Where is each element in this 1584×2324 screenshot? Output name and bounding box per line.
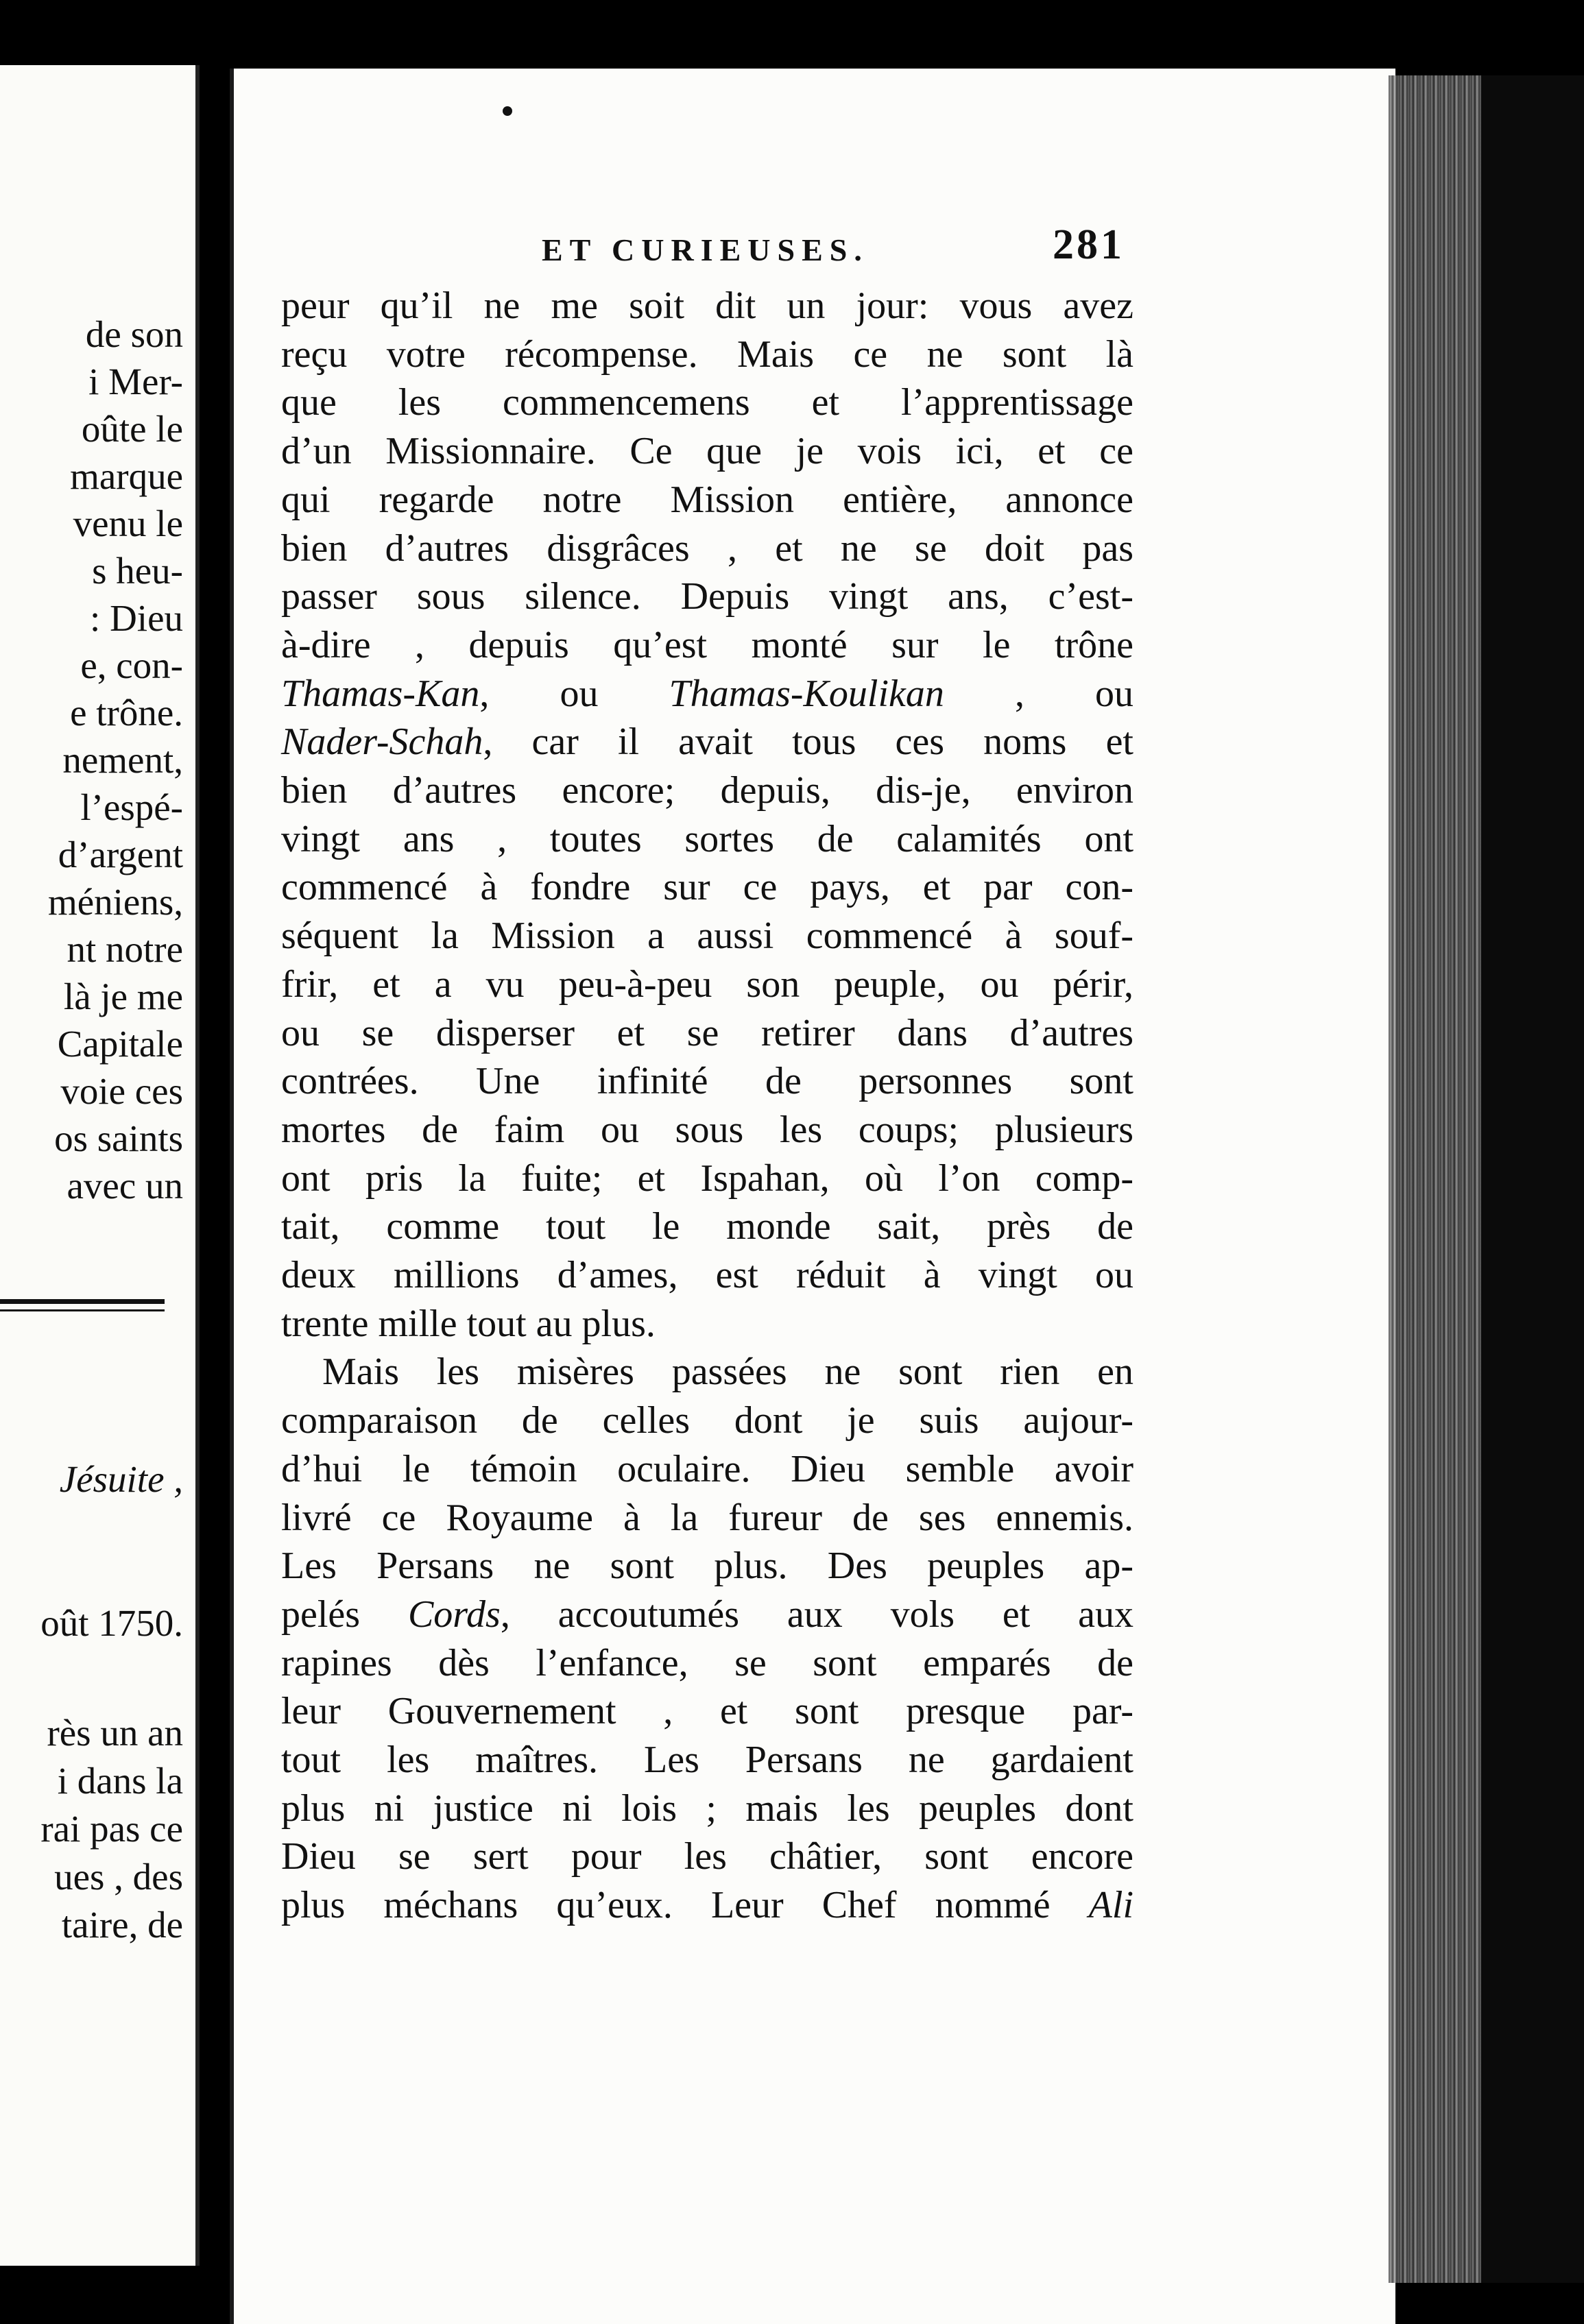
facing-page-line: là je me	[63, 976, 183, 1017]
body-line: mortes de faim ou sous les coups; plusieurs	[281, 1109, 1133, 1151]
body-line: tait, comme tout le monde sait, près de	[281, 1205, 1133, 1248]
body-line: passer sous silence. Depuis vingt ans, c’est-	[281, 575, 1133, 618]
facing-page-line: oût 1750.	[40, 1602, 183, 1644]
body-line: vingt ans , toutes sortes de calamités ont	[281, 818, 1133, 860]
body-line: rapines dès l’enfance, se sont emparés de	[281, 1642, 1133, 1684]
facing-page-line: ues , des	[54, 1856, 183, 1898]
body-line: commencé à fondre sur ce pays, et par con-	[281, 866, 1133, 908]
body-line: comparaison de celles dont je suis aujour-	[281, 1399, 1133, 1442]
body-line: deux millions d’ames, est réduit à vingt ou	[281, 1254, 1133, 1296]
body-line: qui regarde notre Mission entière, annonce	[281, 479, 1133, 521]
facing-page-line: taire, de	[61, 1904, 183, 1946]
facing-page	[0, 65, 200, 2266]
ink-spot	[503, 106, 512, 116]
facing-page-line: i dans la	[57, 1760, 183, 1802]
facing-page-line: venu le	[73, 503, 183, 544]
facing-page-line: voie ces	[60, 1070, 183, 1112]
body-line: plus ni justice ni lois ; mais les peuples dont	[281, 1787, 1133, 1830]
body-line: Nader-Schah, car il avait tous ces noms et	[281, 721, 1133, 763]
facing-page-line: Capitale	[57, 1023, 183, 1065]
facing-page-line: Jésuite ,	[59, 1458, 183, 1500]
body-line: leur Gouvernement , et sont presque par-	[281, 1690, 1133, 1732]
facing-page-line: marque	[70, 455, 183, 497]
body-line: pelés Cords, accoutumés aux vols et aux	[281, 1593, 1134, 1636]
facing-page-line: : Dieu	[90, 597, 183, 639]
body-line: tout les maîtres. Les Persans ne gardaient	[281, 1739, 1133, 1781]
facing-page-line: méniens,	[47, 881, 183, 923]
body-line: Thamas-Kan, ou Thamas-Koulikan , ou	[281, 673, 1133, 715]
facing-page-line: l’espé-	[80, 786, 183, 828]
facing-page-line: rai pas ce	[40, 1808, 183, 1850]
body-line: plus méchans qu’eux. Leur Chef nommé Ali	[281, 1884, 1133, 1926]
body-line: frir, et a vu peu-à-peu son peuple, ou périr,	[281, 963, 1133, 1006]
body-line: d’hui le témoin oculaire. Dieu semble avoir	[281, 1448, 1133, 1490]
facing-page-line: os saints	[54, 1117, 183, 1159]
body-line: Mais les misères passées ne sont rien en	[322, 1351, 1133, 1393]
body-line: à-dire , depuis qu’est monté sur le trône	[281, 624, 1133, 666]
facing-page-line: s heu-	[92, 550, 183, 592]
body-line: séquent la Mission a aussi commencé à souf-	[281, 915, 1133, 957]
section-rule	[0, 1299, 165, 1304]
body-line: d’un Missionnaire. Ce que je vois ici, et ce	[281, 430, 1133, 472]
facing-page-line: e, con-	[80, 644, 183, 686]
body-line: Dieu se sert pour les châtier, sont encore	[281, 1835, 1133, 1878]
running-title: ET CURIEUSES.	[542, 232, 869, 267]
facing-page-line: e trône.	[70, 692, 183, 734]
body-line: ont pris la fuite; et Ispahan, où l’on comp-	[281, 1157, 1133, 1200]
body-line: peur qu’il ne me soit dit un jour: vous avez	[281, 285, 1133, 327]
section-rule	[0, 1309, 165, 1311]
body-line: Les Persans ne sont plus. Des peuples ap-	[281, 1545, 1133, 1587]
facing-page-line: d’argent	[58, 834, 183, 875]
facing-page-line: rès un an	[47, 1712, 183, 1754]
body-line: bien d’autres disgrâces , et ne se doit pas	[281, 527, 1133, 570]
body-line: ou se disperser et se retirer dans d’autres	[281, 1012, 1133, 1054]
facing-page-line: avec un	[67, 1165, 183, 1207]
facing-page-line: de son	[85, 313, 183, 355]
body-line: trente mille tout au plus.	[281, 1303, 656, 1345]
body-line: que les commencemens et l’apprentissage	[281, 381, 1133, 424]
facing-page-line: oûte le	[81, 408, 183, 450]
body-line: reçu votre récompense. Mais ce ne sont là	[281, 333, 1133, 376]
facing-page-line: i Mer-	[88, 361, 183, 402]
facing-page-line: nt notre	[67, 928, 183, 970]
facing-page-line: nement,	[62, 739, 183, 781]
book-spine-shadow	[1481, 75, 1584, 2283]
body-line: bien d’autres encore; depuis, dis-je, environ	[281, 769, 1133, 812]
body-line: contrées. Une infinité de personnes sont	[281, 1060, 1133, 1102]
page-number: 281	[1053, 221, 1125, 268]
body-line: livré ce Royaume à la fureur de ses ennemis.	[281, 1497, 1133, 1539]
